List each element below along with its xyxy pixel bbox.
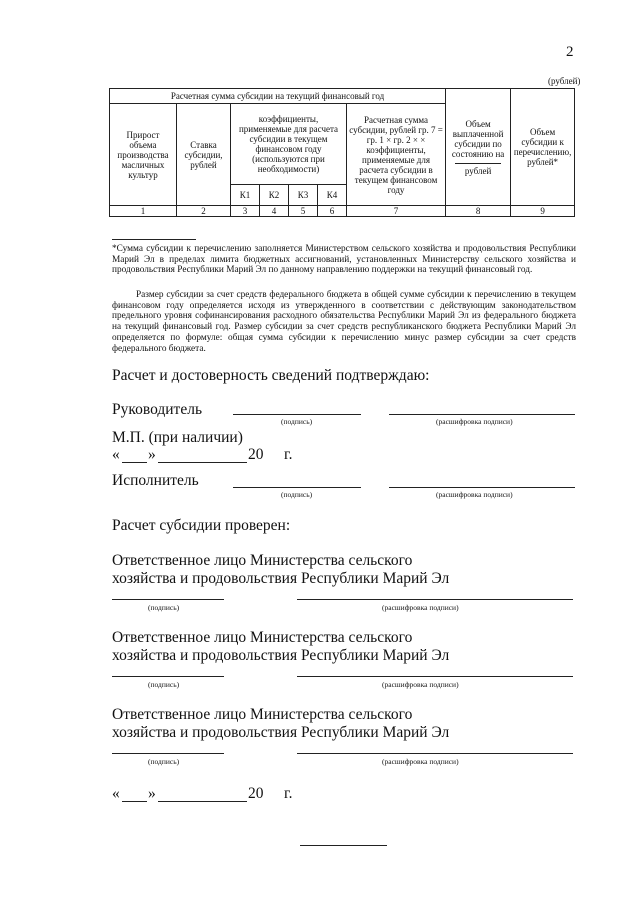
stamp-label: М.П. (при наличии) [112,429,243,446]
units-label: (рублей) [548,76,581,86]
footnote-1: *Сумма субсидии к перечислению заполняется Министерством сельского хозяйства и продовольствия Республики Марий Эл в пределах лимита бюджетных ассигнований, установленных Министерству сельского хозяйства и продовольствия Республики Марий Эл по данному направлению поддержки на текущий финансовый год. [112,244,576,276]
col-number: 4 [260,206,289,217]
head-decoding-caption: (расшифровка подписи) [436,417,513,426]
head-date-year: 20 [248,446,264,463]
final-date-year: 20 [248,785,264,802]
head-date-year-suffix: г. [284,446,293,463]
footnote-separator [112,239,196,240]
group-header: Расчетная сумма субсидии на текущий финансовый год [110,89,446,104]
responsible-2-decoding-caption: (расшифровка подписи) [382,680,459,689]
responsible-3-signature-caption: (подпись) [148,757,180,766]
col-number: 2 [177,206,231,217]
responsible-3-decoding-line[interactable] [297,753,573,754]
coeff-k4: К4 [318,185,347,206]
responsible-1-decoding-line[interactable] [297,599,573,600]
responsible-3-line2: хозяйства и продовольствия Республики Марий Эл [112,724,450,741]
col-paid-date-line [455,163,501,164]
col-paid-text: Объем выплаченной субсидии по состоянию на [451,118,505,159]
col-number: 3 [231,206,260,217]
final-date-year-suffix: г. [284,785,293,802]
responsible-1-decoding-caption: (расшифровка подписи) [382,603,459,612]
col-growth: Прирост объема производства масличных культур [110,104,177,206]
responsible-2-decoding-line[interactable] [297,676,573,677]
final-date-day-line[interactable] [122,801,147,802]
col-transfer: Объем субсидии к перечислению, рублей* [511,89,575,206]
checked-heading: Расчет субсидии проверен: [112,517,291,534]
executor-signature-line[interactable] [233,487,361,488]
responsible-2-signature-line[interactable] [112,676,224,677]
col-coeffs: коэффициенты, применяемые для расчета субсидии в текущем финансовом году (используются при необходимости) [231,104,347,185]
head-date-day-close: » [148,446,156,463]
head-date-month-line[interactable] [158,462,247,463]
col-number: 7 [347,206,446,217]
col-number: 1 [110,206,177,217]
end-separator-line [300,845,387,846]
col-paid-unit: рублей [464,165,492,176]
subsidy-table [109,88,575,217]
responsible-3-line1: Ответственное лицо Министерства сельского [112,706,413,723]
head-decoding-line[interactable] [389,414,575,415]
responsible-1-signature-line[interactable] [112,599,224,600]
col-paid [446,89,511,206]
head-date-day-open: « [112,446,120,463]
final-date-day-open: « [112,785,120,802]
responsible-3-signature-line[interactable] [112,753,224,754]
col-number: 6 [318,206,347,217]
head-date-day-line[interactable] [122,462,147,463]
responsible-2-line2: хозяйства и продовольствия Республики Марий Эл [112,647,450,664]
confirm-heading: Расчет и достоверность сведений подтверждаю: [112,367,430,384]
final-date-month-line[interactable] [158,801,247,802]
responsible-2-signature-caption: (подпись) [148,680,180,689]
col-rate: Ставка субсидии, рублей [177,104,231,206]
head-label: Руководитель [112,401,203,418]
coeff-k2: К2 [260,185,289,206]
responsible-3-decoding-caption: (расшифровка подписи) [382,757,459,766]
executor-label: Исполнитель [112,472,199,489]
executor-decoding-caption: (расшифровка подписи) [436,490,513,499]
responsible-1-line1: Ответственное лицо Министерства сельского [112,552,413,569]
footnote-2: Размер субсидии за счет средств федерального бюджета в общей сумме субсидии к перечислению в текущем финансовом году определяется исходя из утвержденного в соответствии с действующим законодательством предельного уровня софинансирования расходного обязательства Республики Марий Эл из федерального бюджета на текущий финансовый год. Размер субсидии за счет средств республиканского бюджета Республики Марий Эл определяется по формуле: общая сумма субсидии к перечислению минус размер субсидии за счет средств федерального бюджета. [112,290,576,354]
coeff-k1: К1 [231,185,260,206]
head-signature-line[interactable] [233,414,361,415]
responsible-1-line2: хозяйства и продовольствия Республики Марий Эл [112,570,450,587]
col-number: 9 [511,206,575,217]
executor-signature-caption: (подпись) [281,490,313,499]
col-number: 8 [446,206,511,217]
responsible-2-line1: Ответственное лицо Министерства сельского [112,629,413,646]
col-calc: Расчетная сумма субсидии, рублей гр. 7 = гр. 1 × гр. 2 × × коэффициенты, применяемые для расчета субсидии в текущем финансовом году [347,104,446,206]
responsible-1-signature-caption: (подпись) [148,603,180,612]
col-number: 5 [289,206,318,217]
final-date-day-close: » [148,785,156,802]
page-number: 2 [566,44,574,60]
coeff-k3: К3 [289,185,318,206]
executor-decoding-line[interactable] [389,487,575,488]
head-signature-caption: (подпись) [281,417,313,426]
